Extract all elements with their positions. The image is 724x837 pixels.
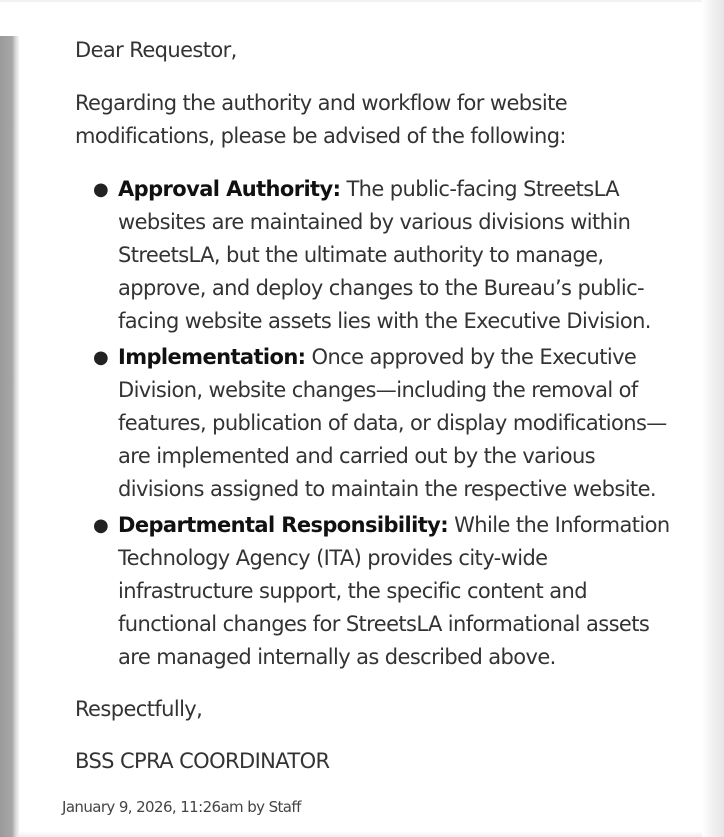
message-byline: January 9, 2026, 11:26am by Staff bbox=[62, 798, 301, 816]
message-body bbox=[75, 34, 675, 778]
intro-paragraph: Regarding the authority and workflow for website modifications, please be advised of the following: bbox=[75, 91, 568, 148]
point-text: The public-facing StreetsLA websites are maintained by various divisions within StreetsLA, but the ultimate authority to manage, approve, and deploy changes to the Bureau’s public-facing website assets lies with the Executive Division. bbox=[118, 177, 651, 333]
greeting-text: Dear Requestor, bbox=[75, 38, 237, 62]
top-divider bbox=[0, 0, 724, 2]
message-left-border bbox=[0, 36, 19, 837]
bottom-divider bbox=[19, 831, 702, 837]
points-list bbox=[75, 173, 675, 674]
point-text: Once approved by the Executive Division, website changes—including the removal of features, publication of data, or display modifications—are implemented and carried out by the various divisions assigned to maintain the respective website. bbox=[118, 345, 667, 501]
bullet-icon: ● bbox=[93, 347, 109, 368]
point-term: Implementation: bbox=[118, 345, 306, 369]
bullet-icon: ● bbox=[93, 515, 109, 536]
point-term: Departmental Responsibility: bbox=[118, 513, 449, 537]
bullet-icon: ● bbox=[93, 179, 109, 200]
message-right-shadow bbox=[702, 0, 724, 837]
closing-text: Respectfully, bbox=[75, 697, 203, 721]
list-item bbox=[93, 341, 675, 506]
list-item bbox=[93, 173, 675, 338]
signature-text: BSS CPRA COORDINATOR bbox=[75, 749, 330, 773]
point-text: While the Information Technology Agency (ITA) provides city-wide infrastructure support, the specific content and functional changes for StreetsLA informational assets are managed internally as described above. bbox=[118, 513, 670, 669]
point-term: Approval Authority: bbox=[118, 177, 341, 201]
list-item bbox=[93, 509, 675, 674]
